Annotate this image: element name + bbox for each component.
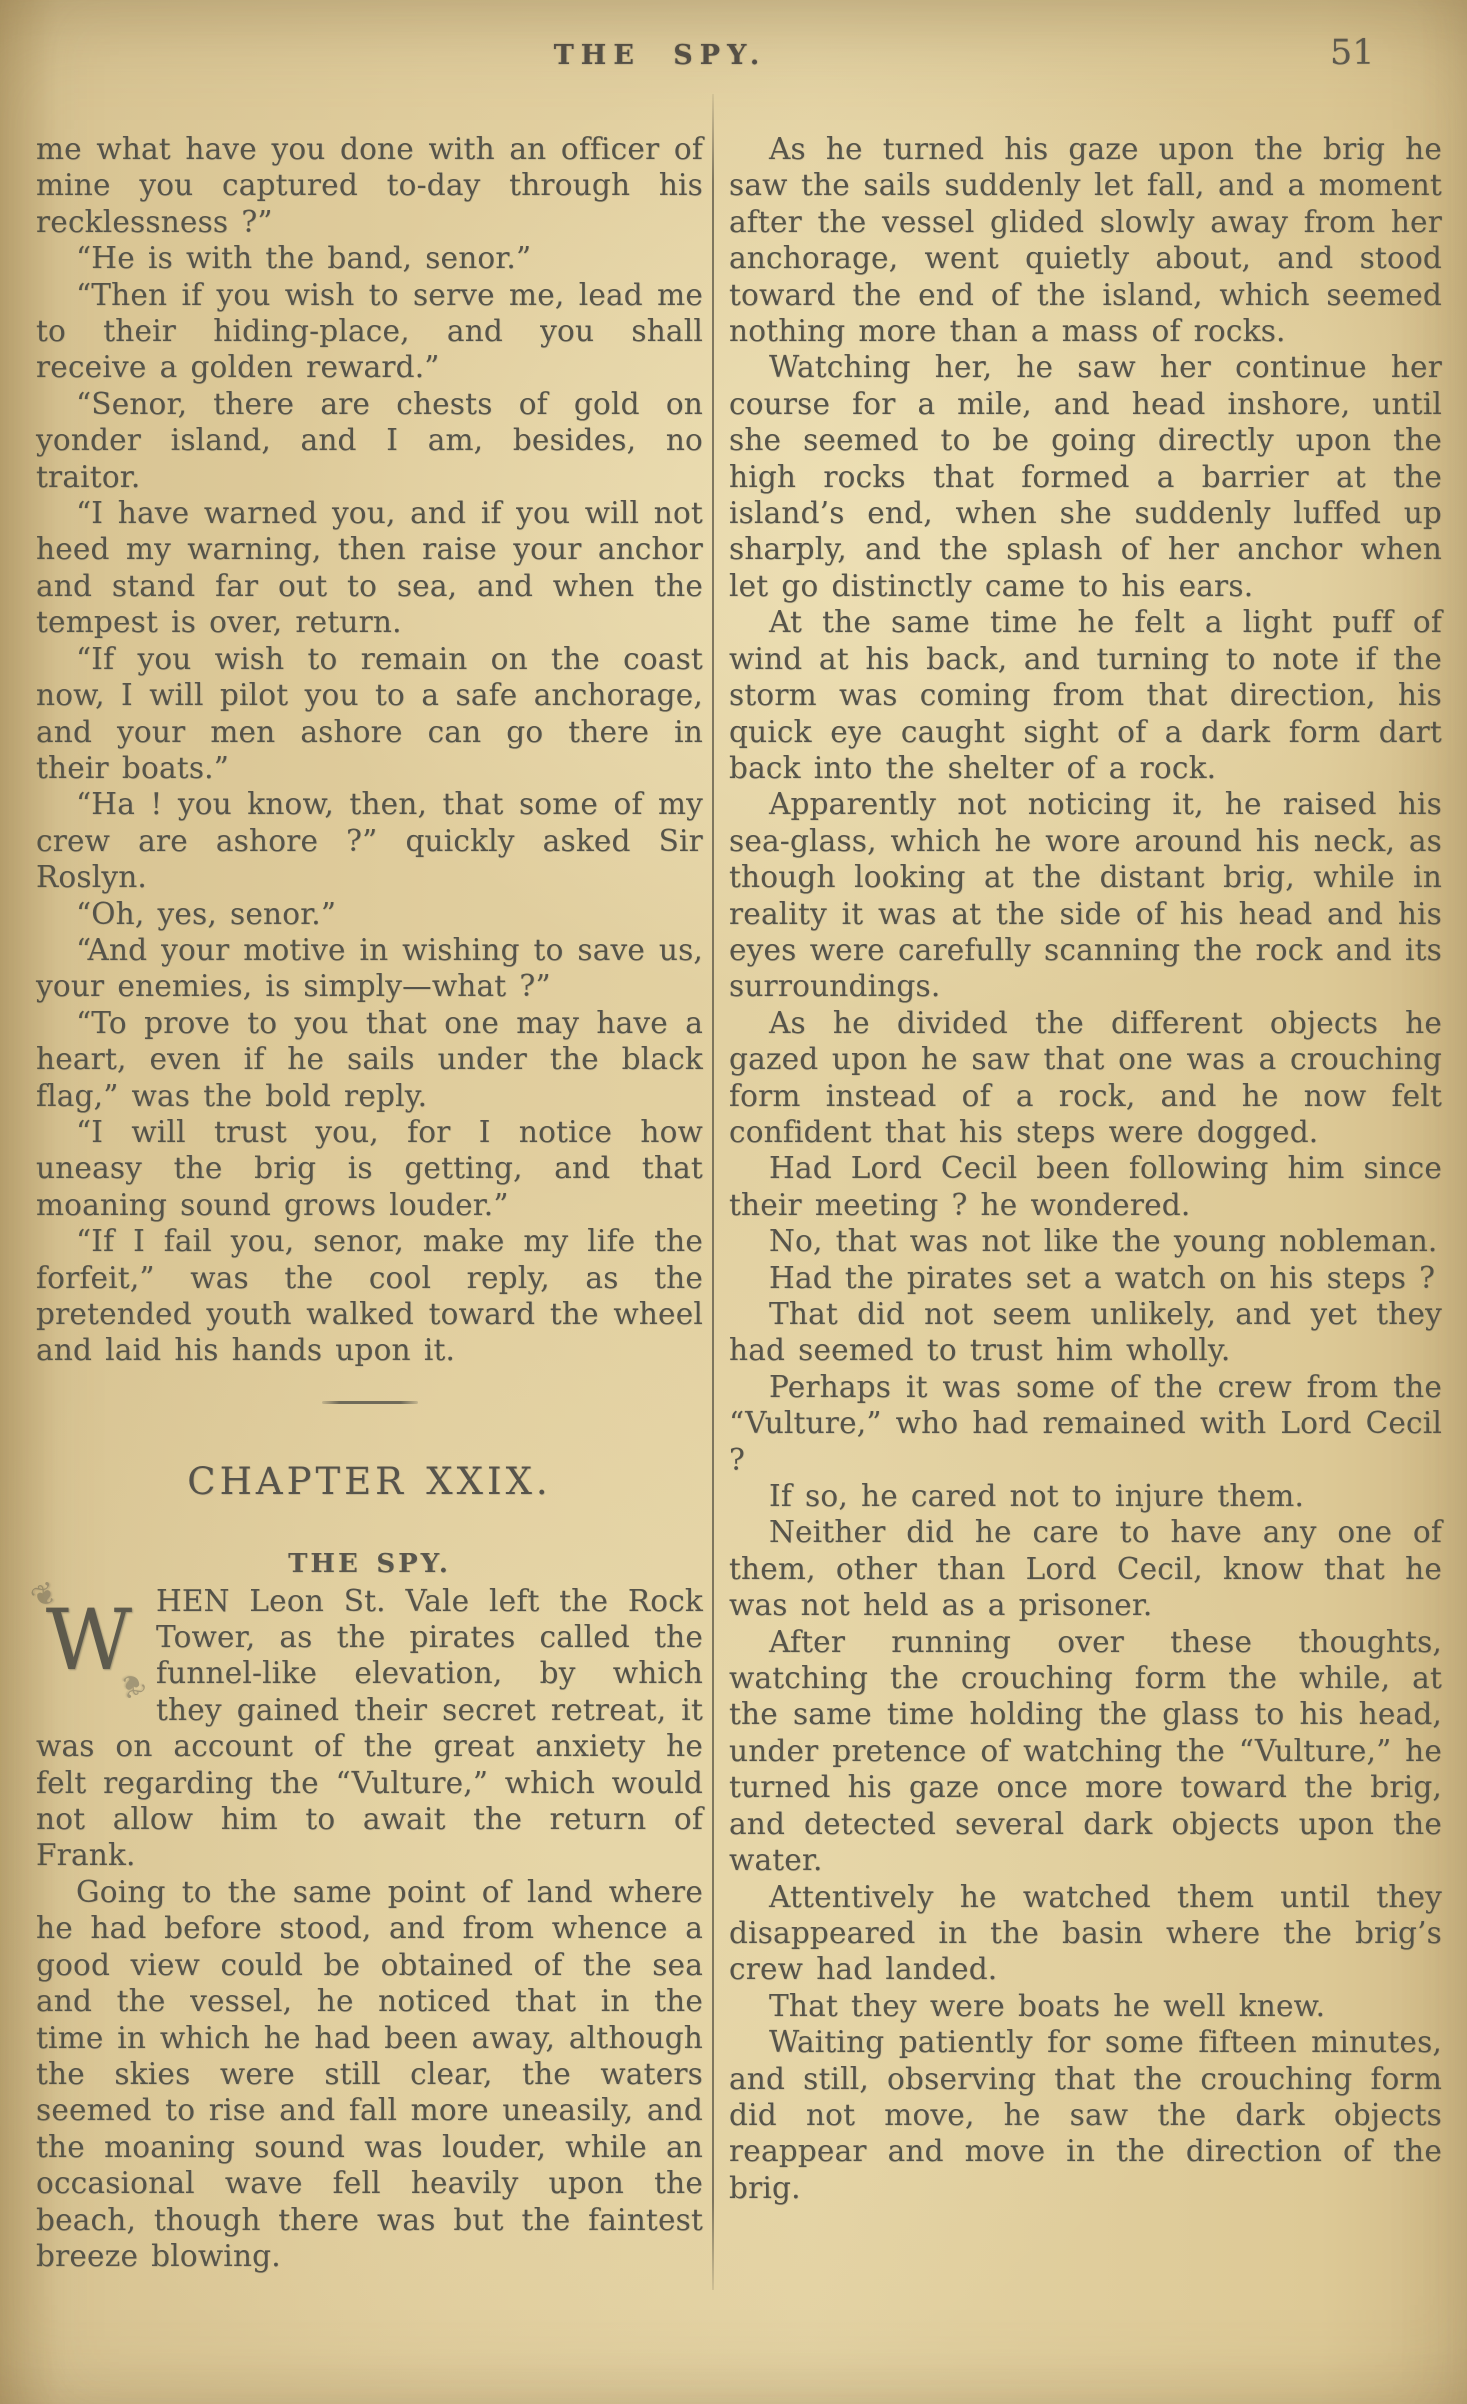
paragraph: Had Lord Cecil been following him since their meeting ? he wondered.: [729, 1151, 1442, 1222]
paragraph: After running over these thoughts, watching the crouching form the while, at the same time holding the glass to his head, under pretence of watching the “Vulture,” he turned his gaze once more toward the brig, and detected several dark objects upon the water.: [729, 1624, 1442, 1878]
paragraph: “Ha ! you know, then, that some of my crew are ashore ?” quickly asked Sir Roslyn.: [36, 787, 703, 895]
paragraph: “If you wish to remain on the coast now, I will pilot you to a safe anchorage, and your men ashore can go there in their boats.”: [36, 641, 703, 785]
paragraph: Waiting patiently for some fifteen minutes, and still, observing that the crouching form did not move, he saw the dark objects reappear and move in the direction of the brig.: [729, 2025, 1442, 2205]
left-column: [36, 131, 703, 2274]
running-title: THE SPY.: [553, 40, 767, 71]
ornate-initial-w: ❦ W ❦: [36, 1589, 142, 1693]
chapter-subtitle: THE SPY.: [288, 1549, 451, 1580]
chapter-opening-text: HEN Leon St. Vale left the Rock Tower, as the pirates called the funnel-like elevation, by which they gained their secret retreat, it was on account of the great anxiety he felt regarding the “Vulture,” which would not allow him to await the return of Frank.: [36, 1583, 703, 1873]
paragraph: As he turned his gaze upon the brig he saw the sails suddenly let fall, and a moment after the vessel glided slowly away from her anchorage, went quietly about, and stood toward the end of the island, which seemed nothing more than a mass of rocks.: [729, 132, 1442, 349]
paragraph: If so, he cared not to injure them.: [769, 1479, 1305, 1514]
paragraph: “Then if you wish to serve me, lead me to their hiding-place, and you shall receive a golden reward.”: [36, 277, 703, 385]
paragraph: “I have warned you, and if you will not heed my warning, then raise your anchor and stand far out to sea, and when the tempest is over, return.: [36, 496, 703, 640]
right-column-text: [729, 131, 1442, 2206]
left-column-continued-text: [36, 131, 703, 1369]
paragraph: “If I fail you, senor, make my life the forfeit,” was the cool reply, as the pretended youth walked toward the wheel and laid his hands upon it.: [36, 1224, 703, 1368]
chapter-opening-paragraph: [36, 1583, 703, 1874]
paragraph: “I will trust you, for I notice how uneasy the brig is getting, and that moaning sound grows louder.”: [36, 1114, 703, 1222]
paragraph: That they were boats he well knew.: [769, 1988, 1326, 2023]
paragraph: “And your motive in wishing to save us, your enemies, is simply—what ?”: [36, 932, 703, 1004]
right-column: [729, 131, 1442, 2206]
section-divider-rule: [322, 1401, 418, 1404]
paragraph: Going to the same point of land where he had before stood, and from whence a good view could be obtained of the sea and the vessel, he noticed that in the time in which he had been away, although the skies were still clear, the waters seemed to rise and fall more uneasily, and the moaning sound was louder, while an occasional wave fell heavily upon the beach, though there was but the faintest breeze blowing.: [36, 1874, 703, 2273]
page-number: 51: [1330, 33, 1375, 73]
paragraph: At the same time he felt a light puff of wind at his back, and turning to note if the storm was coming from that direction, his quick eye caught sight of a dark form dart back into the shelter of a rock.: [729, 605, 1442, 785]
paragraph: “To prove to you that one may have a heart, even if he sails under the black flag,” was the bold reply.: [36, 1005, 703, 1113]
paragraph: “Oh, yes, senor.”: [76, 896, 337, 931]
chapter-heading: CHAPTER XXIX.: [187, 1459, 552, 1503]
paragraph: “Senor, there are chests of gold on yonder island, and I am, besides, no traitor.: [36, 386, 703, 494]
paragraph: That did not seem unlikely, and yet they had seemed to trust him wholly.: [729, 1297, 1442, 1368]
chapter-body-text: [36, 1874, 703, 2274]
paragraph: No, that was not like the young nobleman.: [769, 1224, 1438, 1259]
paragraph: “He is with the band, senor.”: [76, 241, 532, 276]
paragraph: me what have you done with an officer of mine you captured to-day through his recklessness ?”: [36, 132, 703, 239]
paragraph: Had the pirates set a watch on his steps ?: [769, 1260, 1436, 1295]
paragraph: Perhaps it was some of the crew from the “Vulture,” who had remained with Lord Cecil ?: [729, 1369, 1442, 1477]
paragraph: As he divided the different objects he gazed upon he saw that one was a crouching form instead of a rock, and he now felt confident that his steps were dogged.: [729, 1005, 1442, 1149]
paragraph: Attentively he watched them until they disappeared in the basin where the brig’s crew had landed.: [729, 1879, 1442, 1987]
paragraph: Apparently not noticing it, he raised his sea-glass, which he wore around his neck, as though looking at the distant brig, while in reality it was at the side of his head and his eyes were carefully scanning the rock and its surroundings.: [729, 787, 1442, 1004]
column-divider-rule: [712, 94, 714, 2290]
paragraph: Watching her, he saw her continue her course for a mile, and head inshore, until she seemed to be going directly upon the high rocks that formed a barrier at the island’s end, when she suddenly luffed up sharply, and the splash of her anchor when let go distinctly came to his ears.: [729, 350, 1442, 603]
paragraph: Neither did he care to have any one of them, other than Lord Cecil, know that he was not held as a prisoner.: [729, 1515, 1442, 1623]
